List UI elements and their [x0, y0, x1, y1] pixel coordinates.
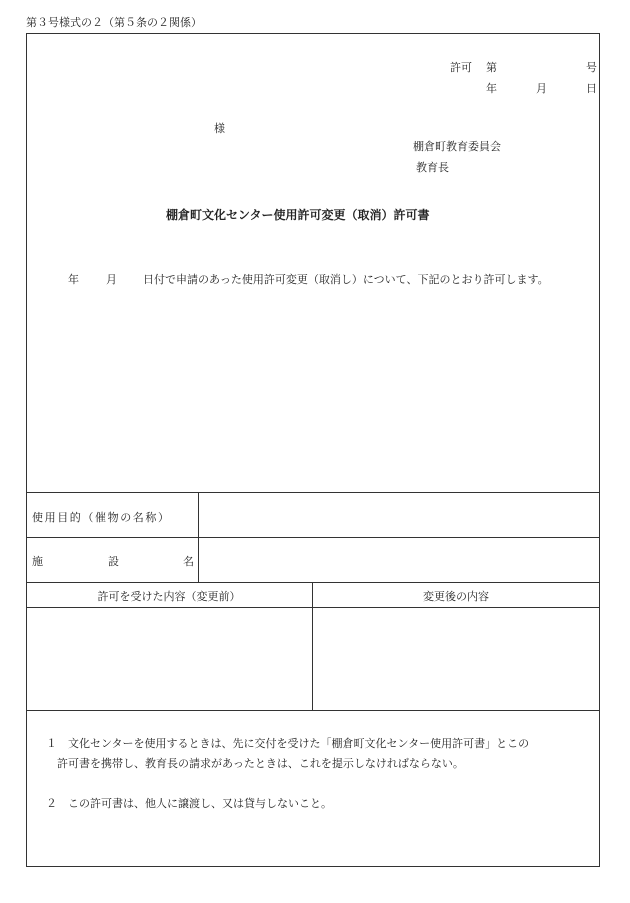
- row-divider-4: [26, 710, 600, 711]
- facility-label-char-3: 名: [183, 555, 194, 568]
- note-1-line-1: 文化センターを使用するときは、先に交付を受けた「棚倉町文化センター使用許可書」とこの: [68, 737, 530, 750]
- label-column-divider: [198, 492, 199, 582]
- permit-number-prefix: 第: [486, 61, 497, 74]
- statement-year: 年: [68, 273, 79, 286]
- date-year: 年: [486, 82, 497, 95]
- statement-month: 月: [106, 273, 117, 286]
- row-divider-2: [26, 582, 600, 583]
- note-2-text: この許可書は、他人に譲渡し、又は貸与しないこと。: [68, 797, 332, 810]
- note-2-number: ２: [46, 797, 57, 810]
- issuer-title: 教育長: [416, 161, 449, 174]
- row-divider-3: [26, 607, 600, 608]
- statement-text: 日付で申請のあった使用許可変更（取消し）について、下記のとおり許可します。: [143, 273, 549, 286]
- purpose-label: 使用目的（催物の名称）: [32, 511, 171, 524]
- recipient-suffix: 様: [214, 122, 225, 135]
- row-divider-1: [26, 537, 600, 538]
- facility-label-char-1: 施: [32, 555, 43, 568]
- form-number: 第３号様式の２（第５条の２関係）: [26, 16, 202, 29]
- after-change-header: 変更後の内容: [423, 590, 489, 603]
- note-1-line-2: 許可書を携帯し、教育長の請求があったときは、これを提示しなければならない。: [57, 757, 464, 770]
- permit-number-suffix: 号: [586, 61, 597, 74]
- permit-label: 許可: [450, 61, 472, 74]
- before-change-header: 許可を受けた内容（変更前）: [97, 590, 241, 603]
- issuer-org: 棚倉町教育委員会: [413, 140, 501, 153]
- table-top-border: [26, 492, 600, 493]
- page-title: 棚倉町文化センター使用許可変更（取消）許可書: [166, 208, 430, 222]
- date-day: 日: [586, 82, 597, 95]
- note-1-number: １: [46, 737, 57, 750]
- date-month: 月: [536, 82, 547, 95]
- facility-label-char-2: 設: [108, 555, 119, 568]
